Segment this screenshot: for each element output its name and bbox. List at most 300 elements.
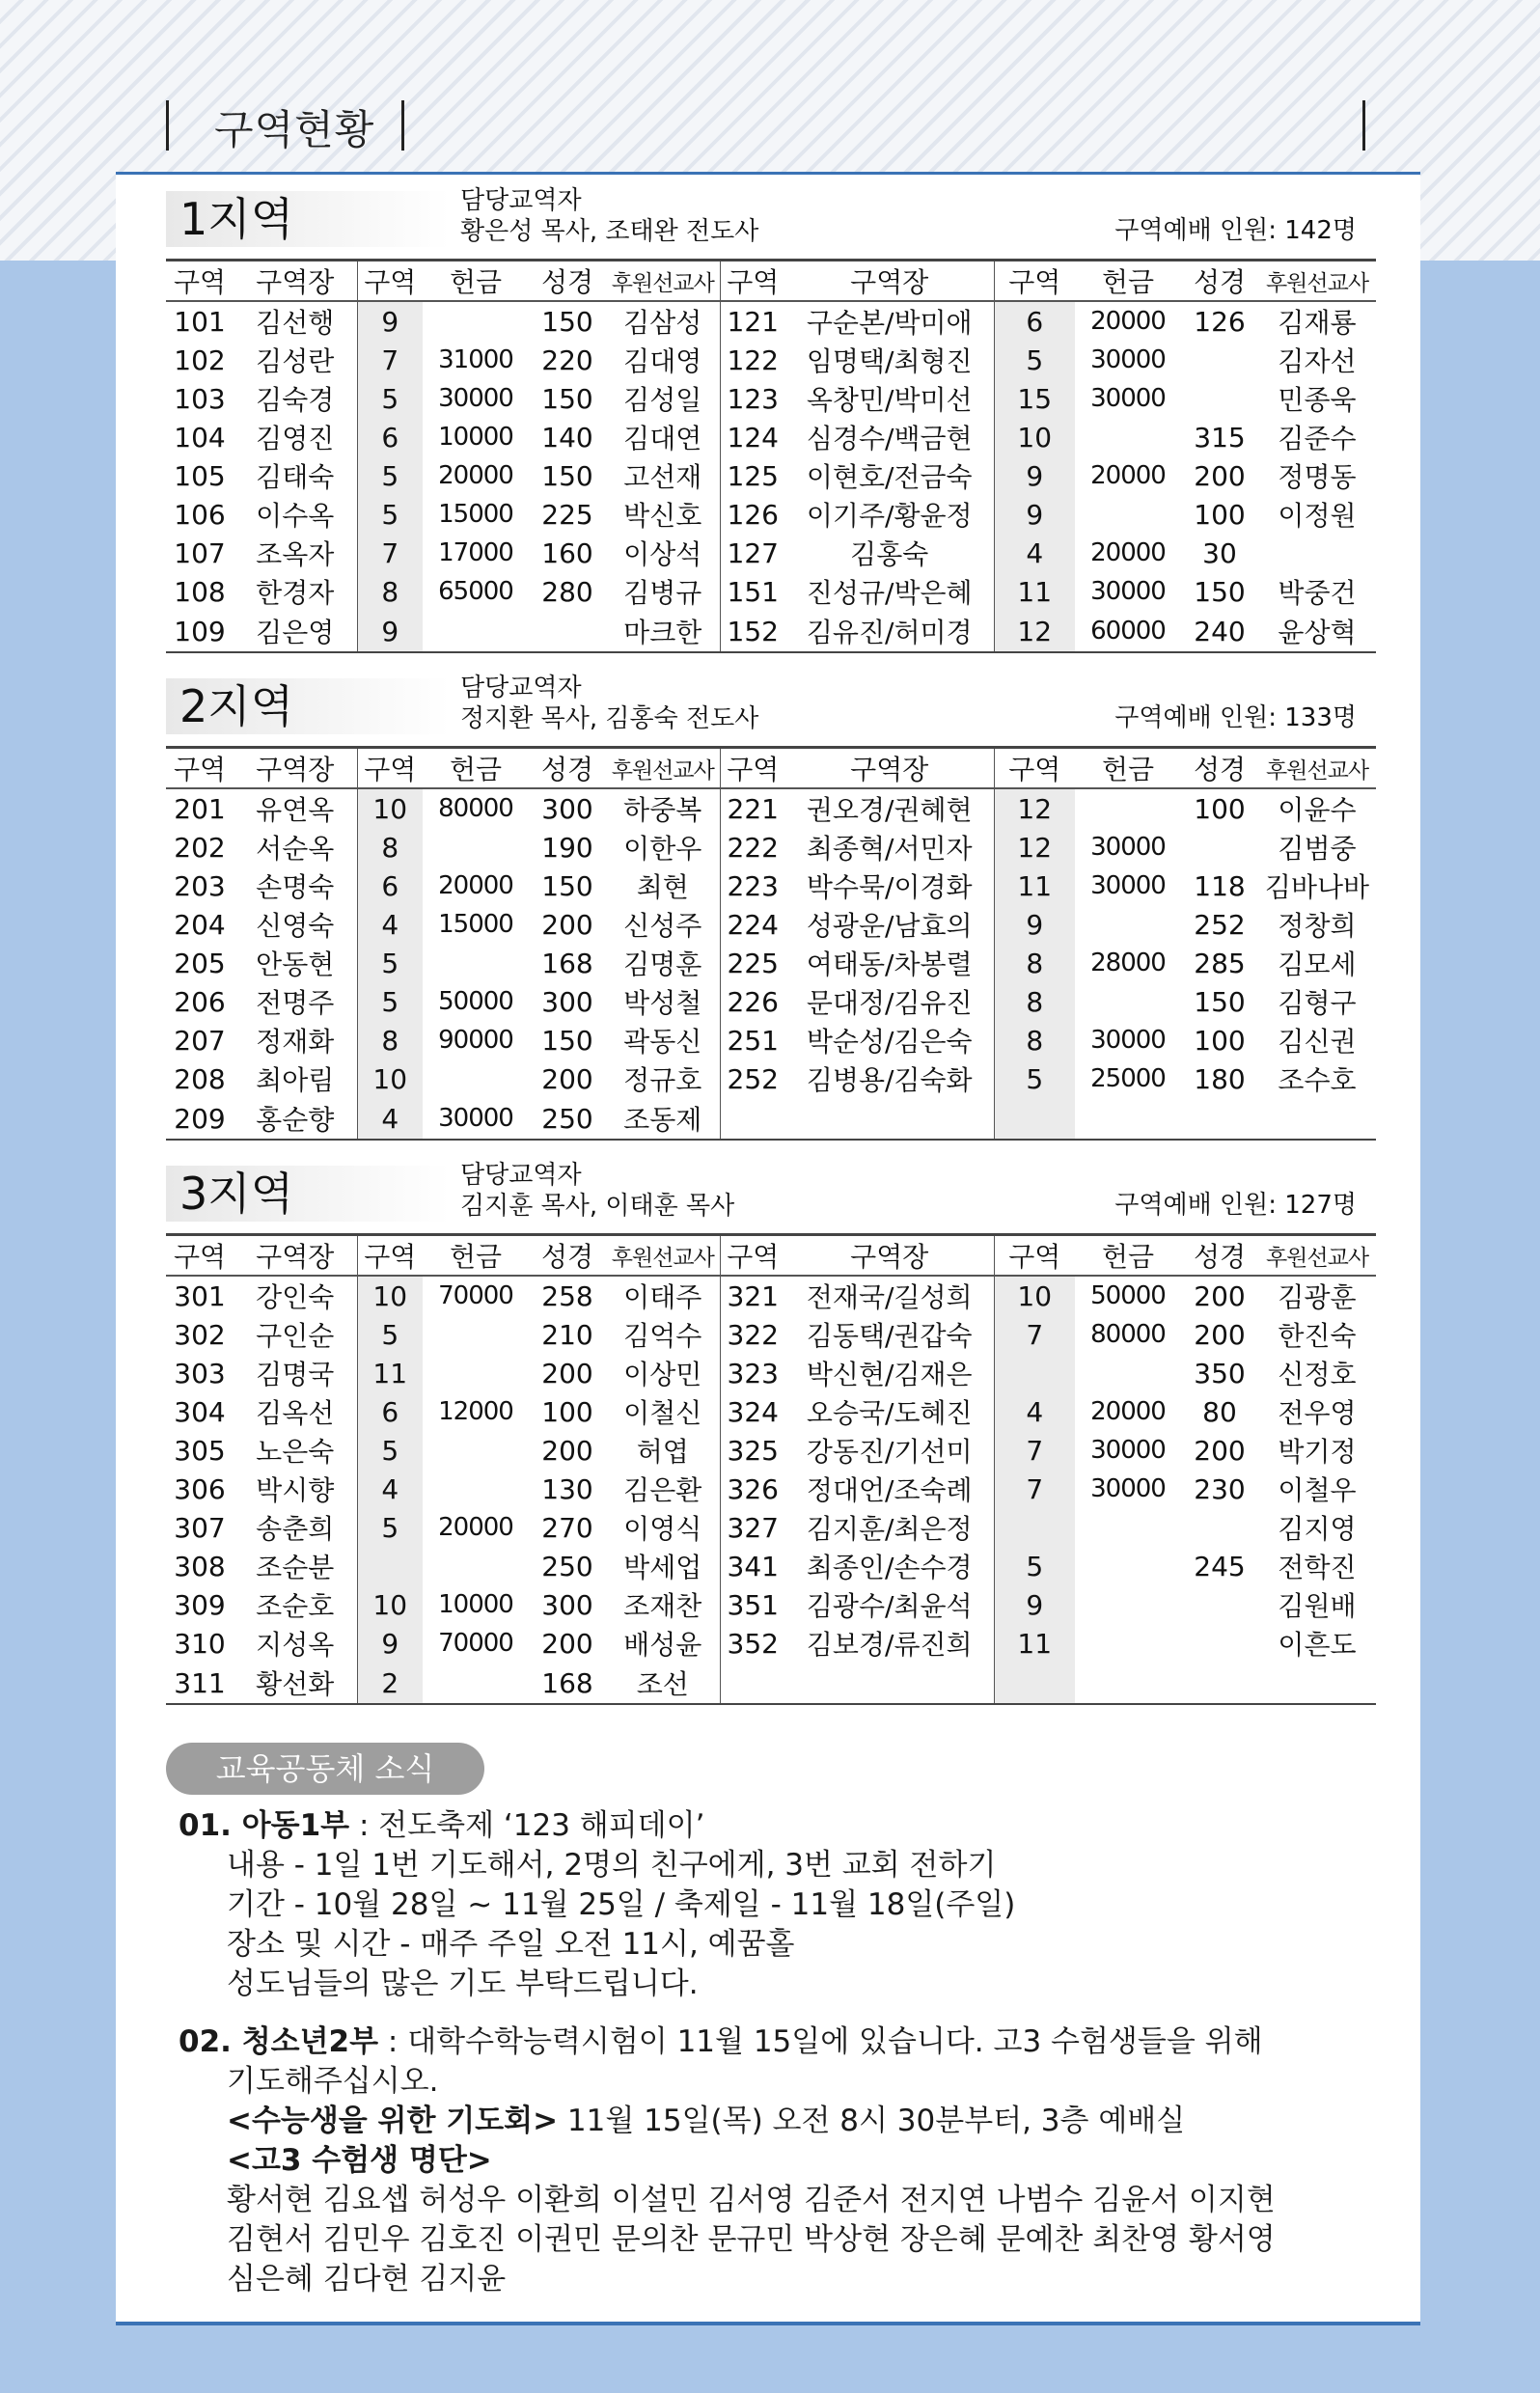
table-cell: 20000: [1090, 538, 1166, 567]
table-cell: 15: [994, 379, 1075, 418]
table-cell: 285: [1194, 947, 1246, 979]
table-cell: 이상석: [623, 538, 702, 570]
table-cell: [1181, 1585, 1258, 1624]
table-cell: 20000: [1090, 1397, 1166, 1426]
table-row: [166, 1624, 1376, 1663]
table-row: [166, 788, 1376, 828]
table-cell: 9: [994, 495, 1075, 534]
table-cell: 심경수/백금현: [806, 423, 973, 454]
table-cell: 341: [720, 1547, 785, 1585]
region-header: [166, 186, 1376, 259]
table-cell: 152: [720, 611, 785, 652]
table-cell: 전학진: [1278, 1552, 1357, 1583]
table-cell: [423, 611, 529, 652]
table-cell: 6: [994, 301, 1075, 341]
column-header: 후원선교사: [606, 261, 720, 302]
staff-names: 황은성 목사, 조태완 전도사: [460, 217, 759, 246]
table-cell: 205: [174, 947, 226, 979]
table-cell: 300: [541, 792, 593, 825]
table-cell: 280: [541, 575, 593, 608]
table-cell: 김옥선: [256, 1397, 335, 1429]
table-cell: 12: [994, 828, 1075, 866]
table-cell: [1075, 418, 1181, 456]
table-cell: 노은숙: [256, 1436, 335, 1468]
table-cell: 조옥자: [256, 538, 335, 570]
table-cell: 10000: [438, 1590, 513, 1619]
table-cell: 6: [357, 1392, 423, 1431]
table-cell: 정명동: [1278, 461, 1357, 493]
column-header: 구역: [357, 261, 423, 302]
table-row: [166, 1021, 1376, 1059]
staff-label: 담당교역자: [460, 1161, 582, 1190]
table-cell: 이기주/황윤정: [806, 500, 973, 532]
header-bar-left: [166, 100, 169, 151]
header-bar-right: [1362, 100, 1365, 151]
column-header: 구역장: [234, 1235, 357, 1277]
prayer-meeting-text: 11월 15일(목) 오전 8시 30분부터, 3층 예배실: [558, 2104, 1186, 2138]
table-cell: 배성윤: [623, 1629, 702, 1661]
table-cell: [785, 1663, 994, 1704]
table-cell: 박시향: [256, 1474, 335, 1506]
news-item-2: [179, 2022, 1375, 2299]
table-cell: 225: [720, 944, 785, 982]
column-header: 후원선교사: [1258, 261, 1376, 302]
table-cell: 김명훈: [623, 949, 702, 980]
table-cell: 조순분: [256, 1552, 335, 1583]
table-cell: 조선: [606, 1663, 720, 1704]
table-cell: [1075, 982, 1181, 1021]
table-cell: [423, 1354, 529, 1392]
column-header: 구역: [720, 1235, 785, 1277]
staff-label: 담당교역자: [460, 674, 582, 702]
header-rule: [116, 172, 1420, 175]
table-cell: 100: [1194, 1024, 1246, 1057]
table-cell: 223: [720, 866, 785, 905]
table-cell: 김신권: [1278, 1026, 1357, 1058]
table-cell: 김자선: [1278, 345, 1357, 377]
table-cell: 2: [357, 1663, 423, 1704]
table-row: [166, 1663, 1376, 1704]
table-cell: 352: [720, 1624, 785, 1663]
table-cell: [994, 1663, 1075, 1704]
news-line: 내용 - 1일 1번 기도해서, 2명의 친구에게, 3번 교회 전하기: [227, 1848, 997, 1883]
table-cell: 5: [994, 1059, 1075, 1098]
table-cell: 240: [1181, 611, 1258, 652]
table-cell: 10: [357, 1059, 423, 1098]
table-header-row: [166, 261, 1376, 302]
table-cell: 30000: [1090, 1436, 1166, 1465]
table-cell: 6: [357, 866, 423, 905]
table-cell: 100: [1194, 498, 1246, 531]
table-cell: 이영식: [623, 1513, 702, 1545]
table-row: [166, 1508, 1376, 1547]
table-cell: 김병규: [623, 577, 702, 609]
table-cell: 28000: [1090, 949, 1166, 977]
table-row: [166, 534, 1376, 572]
table-cell: 5: [357, 495, 423, 534]
table-cell: 324: [720, 1392, 785, 1431]
table-cell: 160: [541, 536, 593, 569]
table-cell: 5: [357, 456, 423, 495]
table-cell: 222: [720, 828, 785, 866]
table-cell: 김은영: [234, 611, 357, 652]
table-cell: 성광운/남효의: [806, 910, 973, 942]
table-cell: 전우영: [1278, 1397, 1357, 1429]
table-row: [166, 379, 1376, 418]
table-cell: 옥창민/박미선: [806, 384, 973, 416]
column-header: 성경: [1181, 261, 1258, 302]
table-cell: 신성주: [623, 910, 702, 942]
header-bar-middle: [401, 100, 404, 151]
table-cell: 140: [541, 421, 593, 454]
table-row: [166, 1547, 1376, 1585]
table-cell: 곽동신: [623, 1026, 702, 1058]
table-cell: [1181, 828, 1258, 866]
table-cell: 이정원: [1278, 500, 1357, 532]
table-cell: 김지훈/최은정: [806, 1513, 973, 1545]
table-cell: 224: [720, 905, 785, 944]
table-cell: 20000: [438, 461, 513, 490]
table-cell: 326: [720, 1470, 785, 1508]
table-cell: 100: [1194, 792, 1246, 825]
table-cell: 홍순향: [234, 1098, 357, 1140]
table-cell: 이한우: [623, 833, 702, 865]
table-cell: 박기정: [1278, 1436, 1357, 1468]
table-cell: 4: [357, 1098, 423, 1140]
table-cell: [994, 1354, 1075, 1392]
table-cell: 104: [174, 421, 226, 454]
student-names-line: 심은혜 김다현 김지윤: [227, 2262, 507, 2297]
table-row: [166, 905, 1376, 944]
table-cell: 9: [994, 905, 1075, 944]
table-cell: 구인순: [256, 1320, 335, 1352]
table-cell: 김준수: [1278, 423, 1357, 454]
table-cell: 5: [357, 1431, 423, 1470]
table-cell: 신정호: [1278, 1359, 1357, 1390]
attendance-count: 구역예배 인원: 142명: [1114, 216, 1357, 245]
page-bottom-rule: [116, 2322, 1420, 2325]
table-cell: 202: [174, 831, 226, 864]
table-row: [166, 456, 1376, 495]
table-cell: 11: [994, 572, 1075, 611]
table-cell: 안동현: [256, 949, 335, 980]
column-header: 후원선교사: [606, 1235, 720, 1277]
table-row: [166, 572, 1376, 611]
table-cell: 송춘희: [256, 1513, 335, 1545]
table-cell: 90000: [438, 1026, 513, 1055]
table-cell: 200: [541, 1627, 593, 1660]
table-cell: 11: [994, 866, 1075, 905]
table-cell: 80: [1202, 1395, 1237, 1428]
table-cell: [1181, 1624, 1258, 1663]
table-cell: 유연옥: [256, 794, 335, 826]
table-cell: 302: [174, 1318, 226, 1351]
table-cell: 김광수/최윤석: [806, 1590, 973, 1622]
table-cell: [785, 1098, 994, 1140]
table-cell: 60000: [1075, 611, 1181, 652]
news-item-desc: : 대학수학능력시험이 11월 15일에 있습니다. 고3 수험생들을 위해: [378, 2024, 1263, 2059]
table-cell: 250: [541, 1550, 593, 1582]
table-cell: [720, 1098, 785, 1140]
table-cell: 한진숙: [1278, 1320, 1357, 1352]
table-cell: 31000: [438, 345, 513, 374]
table-cell: [423, 944, 529, 982]
table-cell: 김은환: [623, 1474, 702, 1506]
news-line: 기간 - 10월 28일 ~ 11월 25일 / 축제일 - 11월 18일(주일): [227, 1887, 1016, 1922]
region-name: 1지역: [166, 191, 450, 247]
student-names-line: 황서현 김요셉 허성우 이환희 이설민 김서영 김준서 전지연 나범수 김윤서 이지현: [227, 2183, 1276, 2217]
table-cell: 조동제: [606, 1098, 720, 1140]
table-cell: 102: [174, 344, 226, 376]
table-cell: 70000: [438, 1629, 513, 1658]
table-cell: 김영진: [256, 423, 335, 454]
table-cell: 10: [357, 1276, 423, 1315]
table-cell: 8: [357, 1021, 423, 1059]
table-cell: 전재국/길성희: [806, 1281, 973, 1313]
table-cell: 50000: [438, 987, 513, 1016]
table-cell: [1075, 788, 1181, 828]
table-cell: 252: [720, 1059, 785, 1098]
student-names-line: 김현서 김민우 김호진 이권민 문의찬 문규민 박상현 장은혜 문예찬 최찬영 황서영: [227, 2222, 1276, 2257]
table-cell: 김범중: [1278, 833, 1357, 865]
table-cell: 김지영: [1278, 1513, 1357, 1545]
table-cell: 30000: [1090, 1474, 1166, 1503]
news-line: 장소 및 시간 - 매주 주일 오전 11시, 예꿈홀: [227, 1927, 795, 1962]
table-cell: 204: [174, 908, 226, 941]
region-name: 3지역: [166, 1166, 450, 1222]
table-cell: 신영숙: [256, 910, 335, 942]
staff-block: [460, 673, 758, 734]
table-cell: 11: [994, 1624, 1075, 1663]
column-header: 성경: [529, 1235, 606, 1277]
table-cell: 임명택/최형진: [806, 345, 973, 377]
column-header: 구역: [994, 1235, 1075, 1277]
table-cell: 12: [994, 788, 1075, 828]
table-cell: 강인숙: [256, 1281, 335, 1313]
table-cell: 12000: [438, 1397, 513, 1426]
column-header: 헌금: [1075, 748, 1181, 789]
region-1: [166, 186, 1376, 653]
column-header: 헌금: [1075, 1235, 1181, 1277]
table-cell: 200: [541, 1357, 593, 1389]
news-section-title: 교육공동체 소식: [166, 1743, 484, 1795]
column-header: 헌금: [423, 261, 529, 302]
table-header-row: [166, 1235, 1376, 1277]
table-cell: 65000: [438, 577, 513, 606]
table-cell: 이현호/전금숙: [806, 461, 973, 493]
table-row: [166, 866, 1376, 905]
table-cell: 258: [541, 1279, 593, 1312]
column-header: 구역장: [234, 261, 357, 302]
table-cell: 351: [720, 1585, 785, 1624]
table-cell: [1181, 379, 1258, 418]
prayer-meeting-label: <수능생을 위한 기도회>: [227, 2104, 559, 2138]
table-cell: 이철우: [1278, 1474, 1357, 1506]
region-name: 2지역: [166, 678, 450, 734]
table-cell: [1075, 1547, 1181, 1585]
region-2: [166, 674, 1376, 1141]
table-cell: 109: [166, 611, 234, 652]
table-cell: 8: [357, 572, 423, 611]
column-header: 성경: [1181, 1235, 1258, 1277]
table-cell: 민종욱: [1278, 384, 1357, 416]
table-cell: 15000: [438, 910, 513, 939]
table-cell: 5: [357, 379, 423, 418]
table-cell: 150: [1194, 575, 1246, 608]
table-cell: 이윤수: [1278, 794, 1357, 826]
table-cell: 10000: [438, 423, 513, 452]
table-cell: 5: [357, 1508, 423, 1547]
column-header: 후원선교사: [1258, 748, 1376, 789]
table-cell: 206: [174, 985, 226, 1018]
table-row: [166, 1315, 1376, 1354]
column-header: 헌금: [423, 1235, 529, 1277]
table-cell: 123: [720, 379, 785, 418]
column-header: 헌금: [1075, 261, 1181, 302]
table-cell: [1075, 1585, 1181, 1624]
table-cell: 80000: [438, 794, 513, 823]
table-cell: 김광훈: [1278, 1281, 1357, 1313]
region-table: [166, 746, 1376, 1141]
table-cell: 김대연: [623, 423, 702, 454]
table-cell: 한경자: [256, 577, 335, 609]
table-cell: 30: [1202, 536, 1237, 569]
table-cell: 여태동/차봉렬: [806, 949, 973, 980]
table-cell: 10: [994, 1276, 1075, 1315]
table-cell: 321: [720, 1276, 785, 1315]
table-cell: 강동진/기선미: [806, 1436, 973, 1468]
table-cell: 김형구: [1278, 987, 1357, 1019]
table-cell: 김성일: [623, 384, 702, 416]
table-cell: [423, 301, 529, 341]
table-cell: 김보경/류진희: [806, 1629, 973, 1661]
table-cell: [423, 828, 529, 866]
table-cell: 103: [174, 382, 226, 415]
table-cell: 5: [357, 944, 423, 982]
table-cell: 9: [357, 301, 423, 341]
table-cell: 조순호: [256, 1590, 335, 1622]
table-cell: 구순본/박미애: [806, 307, 973, 339]
table-cell: 20000: [438, 871, 513, 900]
table-cell: 70000: [438, 1281, 513, 1310]
table-cell: 이수옥: [256, 500, 335, 532]
table-cell: 200: [541, 1434, 593, 1467]
table-cell: 300: [541, 1588, 593, 1621]
news-line: 성도님들의 많은 기도 부탁드립니다.: [227, 1967, 699, 2001]
table-cell: 200: [1194, 459, 1246, 492]
table-cell: 박순성/김은숙: [806, 1026, 973, 1058]
table-cell: 10: [994, 418, 1075, 456]
table-cell: 12: [994, 611, 1075, 652]
table-cell: 4: [994, 1392, 1075, 1431]
table-cell: 윤상혁: [1258, 611, 1376, 652]
table-cell: 정대언/조숙례: [806, 1474, 973, 1506]
table-cell: 127: [720, 534, 785, 572]
table-cell: 308: [174, 1550, 226, 1582]
table-cell: 50000: [1090, 1281, 1166, 1310]
table-cell: 305: [174, 1434, 226, 1467]
table-cell: [1181, 341, 1258, 379]
table-cell: 전명주: [256, 987, 335, 1019]
table-cell: 221: [720, 788, 785, 828]
column-header: 성경: [1181, 748, 1258, 789]
table-cell: 최현: [636, 871, 689, 903]
table-cell: [529, 611, 606, 652]
news-line: 기도해주십시오.: [227, 2064, 439, 2099]
table-cell: 150: [1194, 985, 1246, 1018]
table-cell: 김재룡: [1278, 307, 1357, 339]
table-cell: 최종인/손수경: [806, 1552, 973, 1583]
table-cell: 7: [994, 1431, 1075, 1470]
table-cell: 이흔도: [1278, 1629, 1357, 1661]
table-cell: 20000: [1090, 461, 1166, 490]
table-cell: 황선화: [234, 1663, 357, 1704]
staff-label: 담당교역자: [460, 186, 582, 215]
table-cell: 30000: [438, 384, 513, 413]
table-cell: 30000: [1090, 1026, 1166, 1055]
table-cell: 323: [720, 1354, 785, 1392]
table-cell: 8: [357, 828, 423, 866]
table-cell: 124: [720, 418, 785, 456]
table-cell: [357, 1547, 423, 1585]
student-list-label: <고3 수험생 명단>: [227, 2143, 492, 2178]
table-cell: 박세업: [623, 1552, 702, 1583]
staff-names: 김지훈 목사, 이태훈 목사: [460, 1192, 735, 1221]
table-cell: 김유진/허미경: [785, 611, 994, 652]
table-cell: 315: [1194, 421, 1246, 454]
staff-block: [460, 185, 758, 247]
table-cell: 30000: [1090, 345, 1166, 374]
column-header: 구역: [166, 1235, 234, 1277]
table-row: [166, 1354, 1376, 1392]
table-cell: 150: [541, 869, 593, 902]
table-cell: 7: [357, 534, 423, 572]
column-header: 구역: [994, 748, 1075, 789]
table-cell: 230: [1194, 1472, 1246, 1505]
table-cell: 180: [1194, 1062, 1246, 1095]
table-cell: 권오경/권혜현: [806, 794, 973, 826]
table-cell: 101: [174, 305, 226, 338]
table-cell: 108: [174, 575, 226, 608]
table-cell: [994, 1098, 1075, 1140]
table-cell: [1075, 495, 1181, 534]
table-cell: 김홍숙: [850, 538, 929, 570]
column-header: 후원선교사: [1258, 1235, 1376, 1277]
table-cell: 304: [174, 1395, 226, 1428]
table-cell: 김바나바: [1264, 871, 1370, 903]
table-cell: 고선재: [623, 461, 702, 493]
table-cell: 10: [357, 1585, 423, 1624]
table-row: [166, 1585, 1376, 1624]
table-row: [166, 1098, 1376, 1140]
table-cell: 최종혁/서민자: [806, 833, 973, 865]
table-cell: 정재화: [256, 1026, 335, 1058]
table-cell: 문대정/김유진: [806, 987, 973, 1019]
table-row: [166, 1431, 1376, 1470]
table-cell: 200: [1194, 1434, 1246, 1467]
column-header: 헌금: [423, 748, 529, 789]
table-cell: 30000: [1090, 384, 1166, 413]
table-cell: 125: [720, 456, 785, 495]
table-cell: 200: [1194, 1318, 1246, 1351]
table-cell: 307: [174, 1511, 226, 1544]
table-cell: 25000: [1090, 1064, 1166, 1093]
table-cell: 309: [174, 1588, 226, 1621]
table-cell: 130: [541, 1472, 593, 1505]
table-cell: 220: [541, 344, 593, 376]
table-cell: 9: [994, 1585, 1075, 1624]
table-cell: [423, 1547, 529, 1585]
